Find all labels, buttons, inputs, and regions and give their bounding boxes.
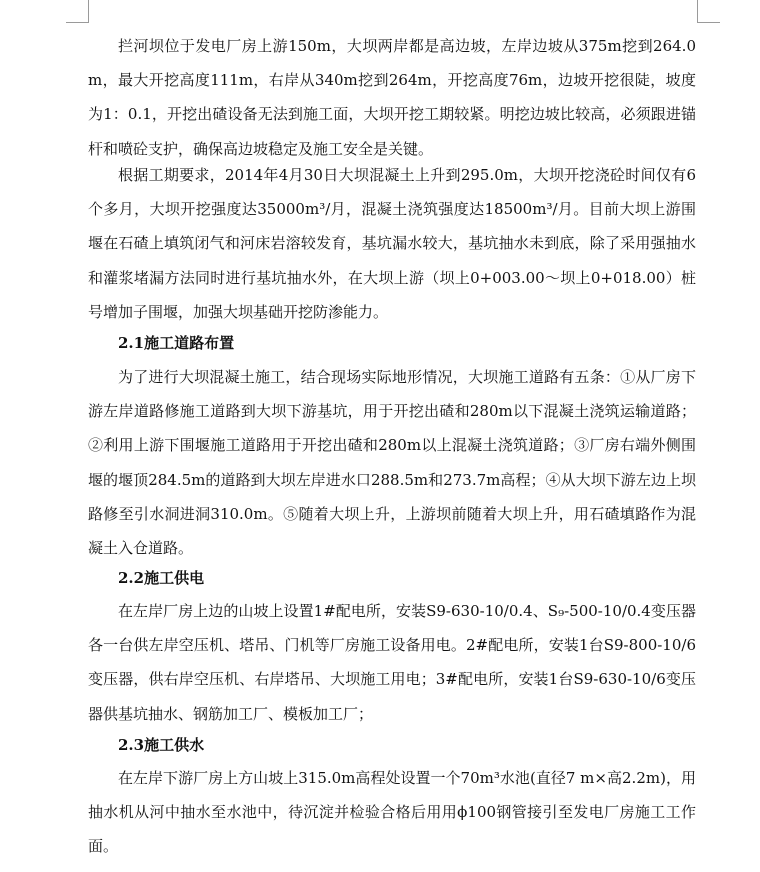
heading-water-supply: 2.3施工供水 [118,736,205,754]
heading-road-layout: 2.1施工道路布置 [118,334,235,352]
heading-power-supply: 2.2施工供电 [118,569,205,587]
crop-mark-right-h [697,22,720,23]
paragraph-water-supply: 在左岸下游厂房上方山坡上315.0m高程处设置一个70m³水池(直径7 m×高2.2m)，用抽水机从河中抽水至水池中，待沉淀并检验合格后用用ϕ100钢管接引至发电厂房施工工作面。 [88,769,696,856]
crop-mark-left-v [88,0,89,22]
crop-mark-right-v [697,0,698,22]
paragraph-road-layout: 为了进行大坝混凝土施工，结合现场实际地形情况，大坝施工道路有五条：①从厂房下游左岸道路修施工道路到大坝下游基坑，用于开挖出碴和280m以下混凝土浇筑运输道路；②利用上游下围堰施工道路用于开挖出碴和280m以上混凝土浇筑道路；③厂房右端外侧围堰的堰顶284.5m的道路到大坝左岸进水口288.5m和273.7m高程；④从大坝下游左边上坝路修至引水洞进洞310.0m。⑤随着大坝上升，上游坝前随着大坝上升，用石碴填路作为混凝土入仓道路。 [88,368,696,558]
paragraph-schedule: 根据工期要求，2014年4月30日大坝混凝土上升到295.0m，大坝开挖浇砼时间仅有6个多月，大坝开挖强度达35000m³/月，混凝土浇筑强度达18500m³/月。目前大坝上游围堰在石碴上填筑闭气和河床岩溶较发育，基坑漏水较大，基坑抽水未到底，除了采用强抽水和灌浆堵漏方法同时进行基坑抽水外，在大坝上游（坝上0+003.00～坝上0+018.00）桩号增加子围堰，加强大坝基础开挖防渗能力。 [88,166,696,321]
paragraph-power-supply: 在左岸厂房上边的山坡上设置1#配电所，安装S9-630-10/0.4、S₉-500-10/0.4变压器各一台供左岸空压机、塔吊、门机等厂房施工设备用电。2#配电所，安装1台S9-800-10/6变压器，供右岸空压机、右岸塔吊、大坝施工用电；3#配电所，安装1台S9-630-10/6变压器供基坑抽水、钢筋加工厂、模板加工厂； [88,602,696,723]
crop-mark-left-h [66,22,89,23]
paragraph-dam-location: 拦河坝位于发电厂房上游150m，大坝两岸都是高边坡，左岸边坡从375m挖到264.0m，最大开挖高度111m，右岸从340m挖到264m，开挖高度76m，边坡开挖很陡，坡度为1：0.1，开挖出碴设备无法到施工面，大坝开挖工期较紧。明挖边坡比较高，必须跟进锚杆和喷砼支护，确保高边坡稳定及施工安全是关键。 [88,37,696,158]
